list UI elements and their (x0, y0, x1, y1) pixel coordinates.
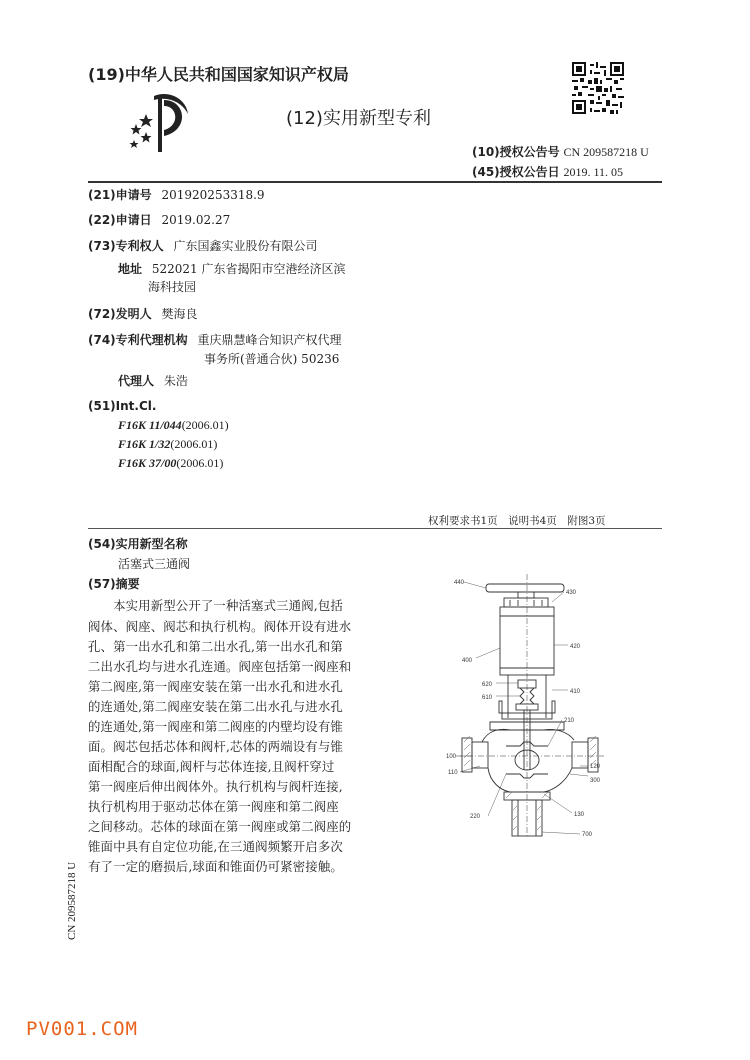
drawing-label: 120 (590, 764, 601, 770)
address-line2: 海科技园 (148, 280, 197, 294)
patent-agency-line2: 事务所(普通合伙) 50236 (204, 352, 340, 366)
side-publication-number: CN 209587218 U (66, 861, 78, 940)
drawing-label: 210 (564, 718, 575, 724)
document-type: (12)实用新型专利 (286, 108, 431, 129)
abstract-line: 的连通处,第二阀座安装在第二出水孔与进水孔 (88, 699, 343, 714)
drawing-label: 110 (448, 770, 458, 776)
ipc-class: F16K 37/00(2006.01) (118, 456, 224, 470)
abstract-line: 第一阀座后伸出阀体外。执行机构与阀杆连接, (88, 779, 343, 794)
watermark: PV001.COM (26, 1018, 138, 1040)
issuing-office: (19)中华人民共和国国家知识产权局 (88, 65, 349, 84)
abstract-line: 执行机构用于驱动芯体在第一阀座和第二阀座 (88, 799, 339, 814)
header-rule (88, 181, 662, 183)
drawing-label: 400 (462, 658, 473, 664)
drawing-label: 220 (470, 814, 481, 820)
drawing-label: 420 (570, 644, 581, 650)
address: 地址 522021 广东省揭阳市空港经济区滨 (118, 262, 346, 276)
section-rule (88, 528, 662, 529)
abstract-line: 有了一定的磨损后,球面和锥面仍可紧密接触。 (88, 859, 343, 874)
utility-model-title-label: (54)实用新型名称 (88, 537, 188, 551)
abstract-line: 孔、第一出水孔和第二出水孔,第一出水孔和第 (88, 639, 343, 654)
page-count-info: 权利要求书1页 说明书4页 附图3页 (428, 515, 606, 527)
drawing-label: 440 (454, 580, 465, 586)
inventor: (72)发明人 樊海良 (88, 307, 198, 321)
drawing-label: 410 (570, 689, 581, 695)
application-number: (21)申请号 201920253318.9 (88, 188, 265, 202)
int-cl-label: (51)Int.Cl. (88, 399, 157, 413)
abstract-line: 二出水孔均与进水孔连通。阀座包括第一阀座和 (88, 659, 352, 674)
publication-date: (45)授权公告日 2019. 11. 05 (472, 165, 624, 179)
abstract-line: 的连通处,第一阀座和第二阀座的内壁均设有锥 (88, 719, 343, 734)
drawing-label: 300 (590, 778, 601, 784)
drawing-label: 430 (566, 590, 577, 596)
abstract-line: 面。阀芯包括芯体和阀杆,芯体的两端设有与锥 (88, 739, 343, 754)
ipc-class: F16K 11/044(2006.01) (118, 418, 229, 432)
drawing-label: 620 (482, 682, 493, 688)
drawing-label: 700 (582, 832, 593, 838)
abstract-line: 第二阀座,第一阀座安装在第一出水孔和进水孔 (88, 679, 343, 694)
valve-drawing (440, 570, 610, 840)
abstract-line: 阀体、阀座、阀芯和执行机构。阀体开设有进水 (88, 619, 352, 634)
utility-model-title: 活塞式三通阀 (118, 557, 191, 571)
abstract-label: (57)摘要 (88, 577, 140, 591)
abstract-line: 本实用新型公开了一种活塞式三通阀,包括 (88, 598, 343, 613)
ipc-class: F16K 1/32(2006.01) (118, 437, 218, 451)
drawing-label: 100 (446, 754, 457, 760)
drawing-label: 610 (482, 695, 493, 701)
cnipa-logo (124, 92, 196, 156)
drawing-label: 130 (574, 812, 585, 818)
patentee: (73)专利权人 广东国鑫实业股份有限公司 (88, 239, 318, 253)
patent-agent: 代理人 朱浩 (118, 374, 188, 388)
publication-number: (10)授权公告号 CN 209587218 U (472, 145, 649, 159)
qr-code (572, 62, 624, 114)
patent-agency: (74)专利代理机构 重庆鼎慧峰合知识产权代理 (88, 333, 342, 347)
abstract-line: 之间移动。芯体的球面在第一阀座或第二阀座的 (88, 819, 352, 834)
application-date: (22)申请日 2019.02.27 (88, 213, 231, 227)
abstract-line: 锥面中具有自定位功能,在三通阀频繁开启多次 (88, 839, 343, 854)
abstract-line: 面相配合的球面,阀杆与芯体连接,且阀杆穿过 (88, 759, 335, 774)
